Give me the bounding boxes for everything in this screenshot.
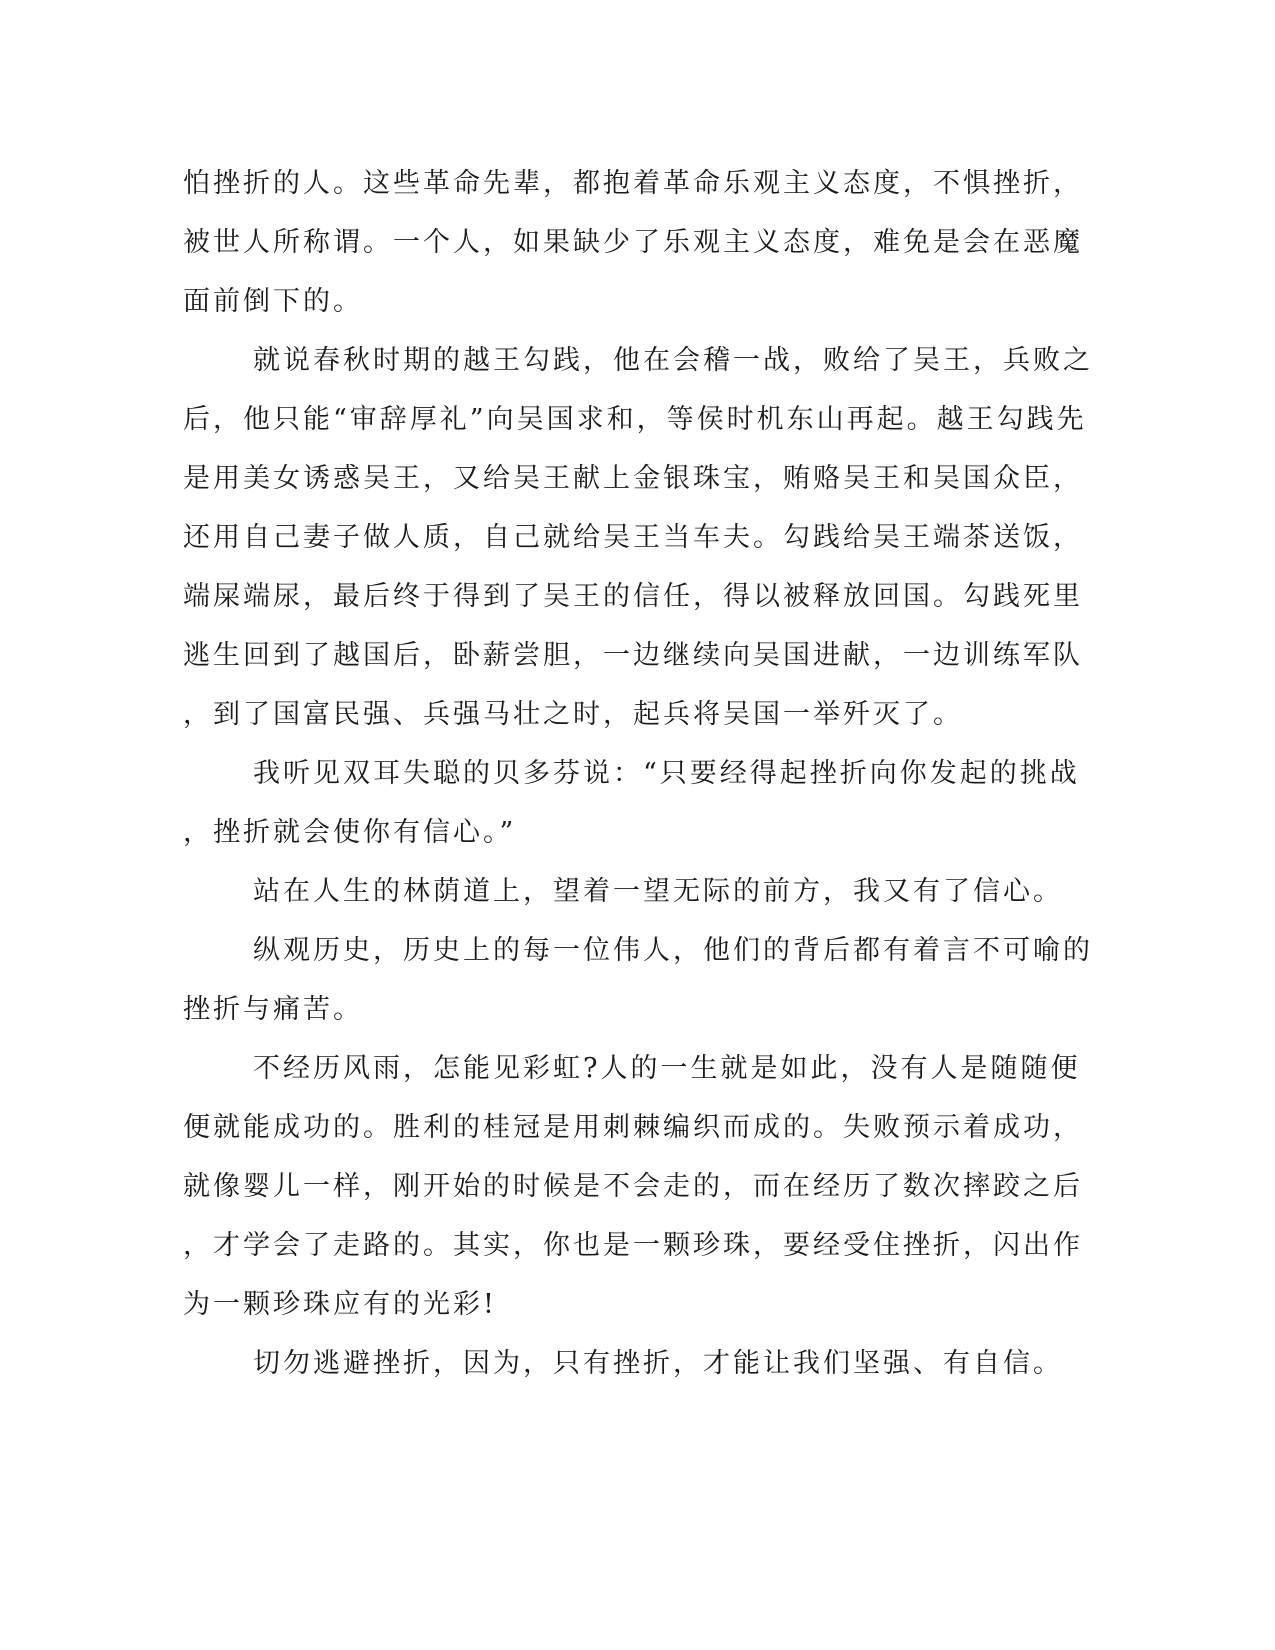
text-line: 被世人所称谓。一个人，如果缺少了乐观主义态度，难免是会在恶魔 xyxy=(183,227,1083,258)
text-line: 后，他只能“审辞厚礼”向吴国求和，等侯时机东山再起。越王勾践先 xyxy=(183,404,1087,435)
text-line: 是用美女诱惑吴王，又给吴王献上金银珠宝，贿赂吴王和吴国众臣， xyxy=(183,463,1083,494)
paragraph-start-line: 不经历风雨，怎能见彩虹?人的一生就是如此，没有人是随随便 xyxy=(253,1053,1081,1084)
text-line: 怕挫折的人。这些革命先辈，都抱着革命乐观主义态度，不惧挫折， xyxy=(183,168,1083,199)
text-line: 面前倒下的。 xyxy=(183,286,363,317)
text-line: 就像婴儿一样，刚开始的时候是不会走的，而在经历了数次摔跤之后 xyxy=(183,1171,1083,1202)
text-line: ，才学会了走路的。其实，你也是一颗珍珠，要经受住挫折，闪出作 xyxy=(183,1230,1083,1261)
text-line: ，挫折就会使你有信心。” xyxy=(183,817,517,848)
text-line: 便就能成功的。胜利的桂冠是用刺棘编织而成的。失败预示着成功， xyxy=(183,1112,1083,1143)
paragraph-start-line: 切勿逃避挫折，因为，只有挫折，才能让我们坚强、有自信。 xyxy=(253,1348,1063,1379)
document-body xyxy=(183,154,1093,1393)
text-line: 为一颗珍珠应有的光彩! xyxy=(183,1289,497,1320)
text-line: 端屎端尿，最后终于得到了吴王的信任，得以被释放回国。勾践死里 xyxy=(183,581,1083,612)
paragraph-start-line: 就说春秋时期的越王勾践，他在会稽一战，败给了吴王，兵败之 xyxy=(253,345,1093,376)
text-line: ，到了国富民强、兵强马壮之时，起兵将吴国一举歼灭了。 xyxy=(183,699,963,730)
paragraph-start-line: 纵观历史，历史上的每一位伟人，他们的背后都有着言不可喻的 xyxy=(253,935,1093,966)
paragraph-start-line: 站在人生的林荫道上，望着一望无际的前方，我又有了信心。 xyxy=(253,876,1063,907)
text-line: 挫折与痛苦。 xyxy=(183,994,363,1025)
text-line: 还用自己妻子做人质，自己就给吴王当车夫。勾践给吴王端茶送饭， xyxy=(183,522,1083,553)
paragraph-start-line: 我听见双耳失聪的贝多芬说：“只要经得起挫折向你发起的挑战 xyxy=(253,758,1080,789)
text-line: 逃生回到了越国后，卧薪尝胆，一边继续向吴国进献，一边训练军队 xyxy=(183,640,1083,671)
